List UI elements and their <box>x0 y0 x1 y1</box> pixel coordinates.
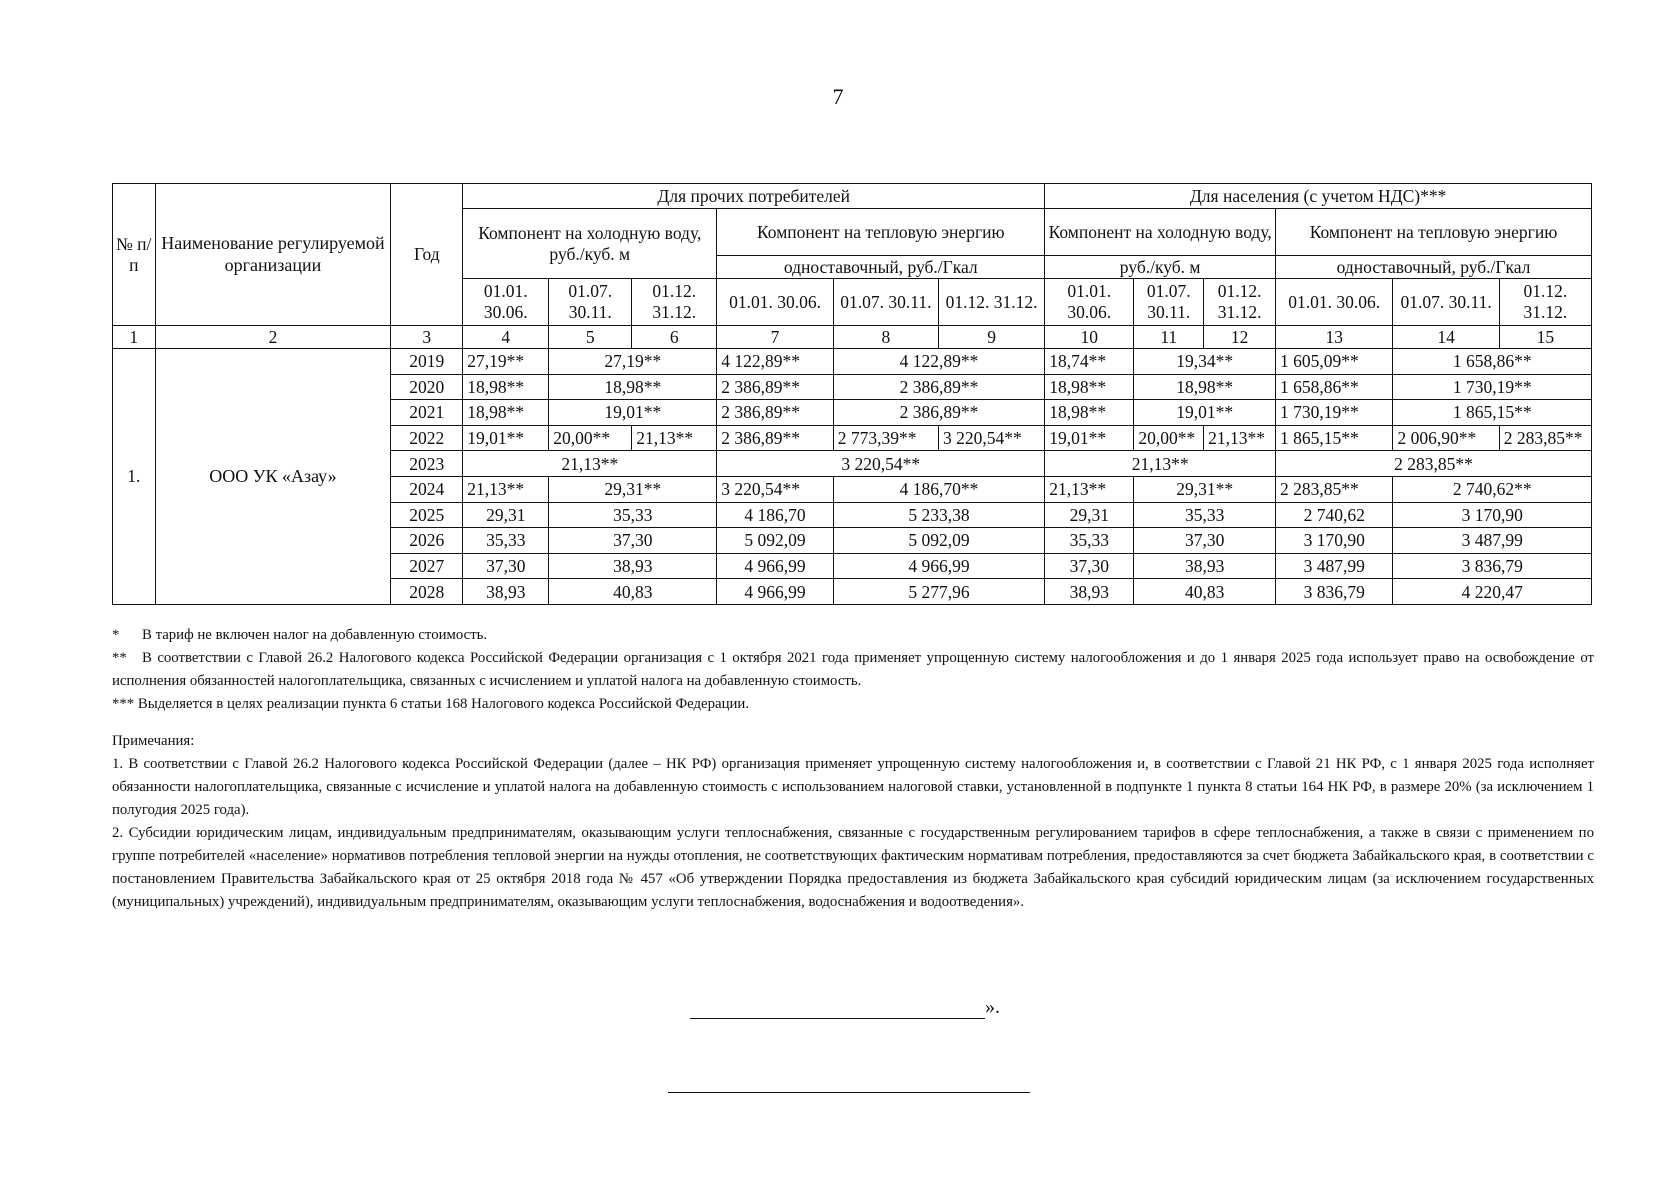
table-cell: 38,93 <box>549 553 717 579</box>
year-cell: 2026 <box>391 528 463 554</box>
table-cell: 3 220,54** <box>717 451 1045 477</box>
table-cell: 38,93 <box>463 579 549 605</box>
period-header: 01.07. 30.11. <box>549 279 632 326</box>
year-cell: 2025 <box>391 502 463 528</box>
table-cell: 2 773,39** <box>833 425 938 451</box>
table-cell: 19,01** <box>1134 400 1276 426</box>
column-number: 10 <box>1045 326 1134 349</box>
table-cell: 35,33 <box>549 502 717 528</box>
table-cell: 5 092,09 <box>833 528 1045 554</box>
footnote-mark: *** <box>112 696 135 712</box>
bottom-separator-line <box>668 1092 1030 1093</box>
table-cell: 19,01** <box>463 425 549 451</box>
period-header: 01.01. 30.06. <box>1276 279 1393 326</box>
table-cell: 18,98** <box>463 400 549 426</box>
table-cell: 2 386,89** <box>717 400 833 426</box>
table-cell: 21,13** <box>1204 425 1276 451</box>
year-cell: 2024 <box>391 476 463 502</box>
organization-name: ООО УК «Азау» <box>155 349 391 605</box>
footnote-text: В соответствии с Главой 26.2 Налогового кодекса Российской Федерации организация с 1 октября 2021 года применяет упрощенную систему налогообложения и до 1 января 2025 года использует право на освобождение от исполнения обязанностей налогоплательщика, связанных с исчислением и уплатой налога на добавленную стоимость. <box>112 650 1594 689</box>
table-cell: 21,13** <box>463 451 717 477</box>
column-number: 12 <box>1204 326 1276 349</box>
note-item: 1. В соответствии с Главой 26.2 Налогового кодекса Российской Федерации (далее – НК РФ) организация применяет упрощенную систему налогообложения и, в соответствии с Главой 21 НК РФ, с 1 января 2025 года исполняет обязанности налогоплательщика, связанные с исчисление и уплатой налога на добавленную стоимость с использованием налоговой ставки, установленной в подпункте 1 пункта 8 статьи 164 НК РФ, в размере 20% (за исключением 1 полугодия 2025 года). <box>112 756 1594 818</box>
table-cell: 4 966,99 <box>717 579 833 605</box>
year-cell: 2023 <box>391 451 463 477</box>
note-item: 2. Субсидии юридическим лицам, индивидуальным предпринимателям, оказывающим услуги теплоснабжения, связанные с государственным регулированием тарифов в сфере теплоснабжения, а также в связи с применением по группе потребителей «население» нормативов потребления тепловой энергии на нужды отопления, не соответствующих фактическим нормативам потребления, предоставляются за счет бюджета Забайкальского края, в соответствии с постановлением Правительства Забайкальского края от 25 октября 2018 года № 457 «Об утверждении Порядка предоставления из бюджета Забайкальского края субсидий юридическим лицам (за исключением государственных (муниципальных) учреждений), индивидуальным предпринимателям, оказывающим услуги теплоснабжения, водоснабжения и водоотведения». <box>112 825 1594 910</box>
table-cell: 3 836,79 <box>1276 579 1393 605</box>
table-cell: 18,98** <box>549 374 717 400</box>
period-header: 01.12. 31.12. <box>1499 279 1591 326</box>
footnote-mark: * <box>112 627 120 643</box>
table-cell: 20,00** <box>1134 425 1204 451</box>
year-cell: 2022 <box>391 425 463 451</box>
table-cell: 18,98** <box>463 374 549 400</box>
header-num: № п/п <box>113 184 156 326</box>
closing-signature-line <box>690 996 1000 1019</box>
table-cell: 1 730,19** <box>1393 374 1592 400</box>
header-heat-energy-pop: Компонент на тепловую энергию <box>1276 209 1592 256</box>
table-cell: 21,13** <box>1045 451 1276 477</box>
column-number: 7 <box>717 326 833 349</box>
table-cell: 29,31 <box>1045 502 1134 528</box>
column-number: 2 <box>155 326 391 349</box>
table-cell: 1 658,86** <box>1276 374 1393 400</box>
column-number: 14 <box>1393 326 1499 349</box>
table-cell: 38,93 <box>1134 553 1276 579</box>
table-cell: 21,13** <box>463 476 549 502</box>
table-row <box>113 349 1592 375</box>
table-cell: 3 836,79 <box>1393 553 1592 579</box>
table-cell: 2 283,85** <box>1276 476 1393 502</box>
table-cell: 19,01** <box>549 400 717 426</box>
table-cell: 37,30 <box>463 553 549 579</box>
footnote <box>112 624 1594 647</box>
year-cell: 2028 <box>391 579 463 605</box>
footnote-text: В тариф не включен налог на добавленную стоимость. <box>142 627 488 643</box>
table-cell: 19,01** <box>1045 425 1134 451</box>
table-cell: 4 122,89** <box>833 349 1045 375</box>
table-cell: 37,30 <box>549 528 717 554</box>
table-cell: 18,98** <box>1045 374 1134 400</box>
table-cell: 4 186,70** <box>833 476 1045 502</box>
column-number: 4 <box>463 326 549 349</box>
table-cell: 37,30 <box>1134 528 1276 554</box>
table-cell: 38,93 <box>1045 579 1134 605</box>
table-cell: 20,00** <box>549 425 632 451</box>
table-cell: 3 487,99 <box>1276 553 1393 579</box>
year-cell: 2021 <box>391 400 463 426</box>
table-cell: 19,34** <box>1134 349 1276 375</box>
header-organization: Наименование регулируемой организации <box>155 184 391 326</box>
footnote-text: Выделяется в целях реализации пункта 6 статьи 168 Налогового кодекса Российской Федерации. <box>137 696 750 712</box>
footnote-mark: ** <box>112 650 127 666</box>
period-header: 01.01. 30.06. <box>1045 279 1134 326</box>
period-header: 01.01. 30.06. <box>717 279 833 326</box>
notes-title: Примечания: <box>112 733 195 749</box>
header-heat-unit: одноставочный, руб./Гкал <box>717 256 1045 279</box>
header-group-other: Для прочих потребителей <box>463 184 1045 209</box>
footnote <box>112 647 1594 693</box>
header-cold-water: Компонент на холодную воду, руб./куб. м <box>463 209 717 279</box>
table-cell: 2 386,89** <box>717 425 833 451</box>
table-cell: 27,19** <box>549 349 717 375</box>
year-cell: 2027 <box>391 553 463 579</box>
period-header: 01.07. 30.11. <box>1134 279 1204 326</box>
table-cell: 40,83 <box>549 579 717 605</box>
period-header: 01.07. 30.11. <box>1393 279 1499 326</box>
table-cell: 1 865,15** <box>1276 425 1393 451</box>
period-header: 01.12. 31.12. <box>938 279 1044 326</box>
table-cell: 5 277,96 <box>833 579 1045 605</box>
table-cell: 2 006,90** <box>1393 425 1499 451</box>
table-cell: 2 740,62 <box>1276 502 1393 528</box>
notes-section <box>112 624 1594 914</box>
table-cell: 1 658,86** <box>1393 349 1592 375</box>
column-number: 9 <box>938 326 1044 349</box>
table-cell: 29,31** <box>1134 476 1276 502</box>
column-number: 6 <box>632 326 717 349</box>
column-number: 11 <box>1134 326 1204 349</box>
table-cell: 4 220,47 <box>1393 579 1592 605</box>
table-cell: 40,83 <box>1134 579 1276 605</box>
table-cell: 37,30 <box>1045 553 1134 579</box>
table-cell: 2 740,62** <box>1393 476 1592 502</box>
table-cell: 3 220,54** <box>717 476 833 502</box>
underline <box>690 1000 985 1019</box>
year-cell: 2019 <box>391 349 463 375</box>
table-cell: 18,98** <box>1045 400 1134 426</box>
table-cell: 2 283,85** <box>1499 425 1591 451</box>
table-cell: 4 186,70 <box>717 502 833 528</box>
column-number: 1 <box>113 326 156 349</box>
column-number: 5 <box>549 326 632 349</box>
period-header: 01.12. 31.12. <box>632 279 717 326</box>
period-header: 01.12. 31.12. <box>1204 279 1276 326</box>
table-cell: 35,33 <box>1134 502 1276 528</box>
table-cell: 18,98** <box>1134 374 1276 400</box>
table-cell: 5 092,09 <box>717 528 833 554</box>
header-cold-water-pop: Компонент на холодную воду, <box>1045 209 1276 256</box>
table-cell: 2 386,89** <box>833 374 1045 400</box>
table-cell: 3 170,90 <box>1393 502 1592 528</box>
table-cell: 4 122,89** <box>717 349 833 375</box>
table-cell: 27,19** <box>463 349 549 375</box>
header-group-population: Для населения (с учетом НДС)*** <box>1045 184 1592 209</box>
column-number: 15 <box>1499 326 1591 349</box>
table-cell: 1 730,19** <box>1276 400 1393 426</box>
footnote <box>112 693 1594 716</box>
period-header: 01.01. 30.06. <box>463 279 549 326</box>
closing-mark: ». <box>985 996 1000 1018</box>
tariff-table <box>112 183 1592 605</box>
table-cell: 5 233,38 <box>833 502 1045 528</box>
table-cell: 1 865,15** <box>1393 400 1592 426</box>
column-number: 3 <box>391 326 463 349</box>
year-cell: 2020 <box>391 374 463 400</box>
table-cell: 4 966,99 <box>717 553 833 579</box>
table-cell: 2 386,89** <box>717 374 833 400</box>
table-cell: 35,33 <box>1045 528 1134 554</box>
header-cold-water-pop-unit: руб./куб. м <box>1045 256 1276 279</box>
table-cell: 2 386,89** <box>833 400 1045 426</box>
table-cell: 2 283,85** <box>1276 451 1592 477</box>
column-number: 13 <box>1276 326 1393 349</box>
header-heat-energy: Компонент на тепловую энергию <box>717 209 1045 256</box>
table-cell: 4 966,99 <box>833 553 1045 579</box>
table-cell: 29,31 <box>463 502 549 528</box>
table-cell: 35,33 <box>463 528 549 554</box>
column-number: 8 <box>833 326 938 349</box>
row-number: 1. <box>113 349 156 605</box>
table-cell: 3 220,54** <box>938 425 1044 451</box>
table-cell: 29,31** <box>549 476 717 502</box>
period-header: 01.07. 30.11. <box>833 279 938 326</box>
table-cell: 21,13** <box>1045 476 1134 502</box>
header-heat-unit-pop: одноставочный, руб./Гкал <box>1276 256 1592 279</box>
table-cell: 1 605,09** <box>1276 349 1393 375</box>
table-cell: 3 487,99 <box>1393 528 1592 554</box>
table-cell: 18,74** <box>1045 349 1134 375</box>
table-cell: 21,13** <box>632 425 717 451</box>
header-year: Год <box>391 184 463 326</box>
page-number: 7 <box>832 84 844 109</box>
table-cell: 3 170,90 <box>1276 528 1393 554</box>
